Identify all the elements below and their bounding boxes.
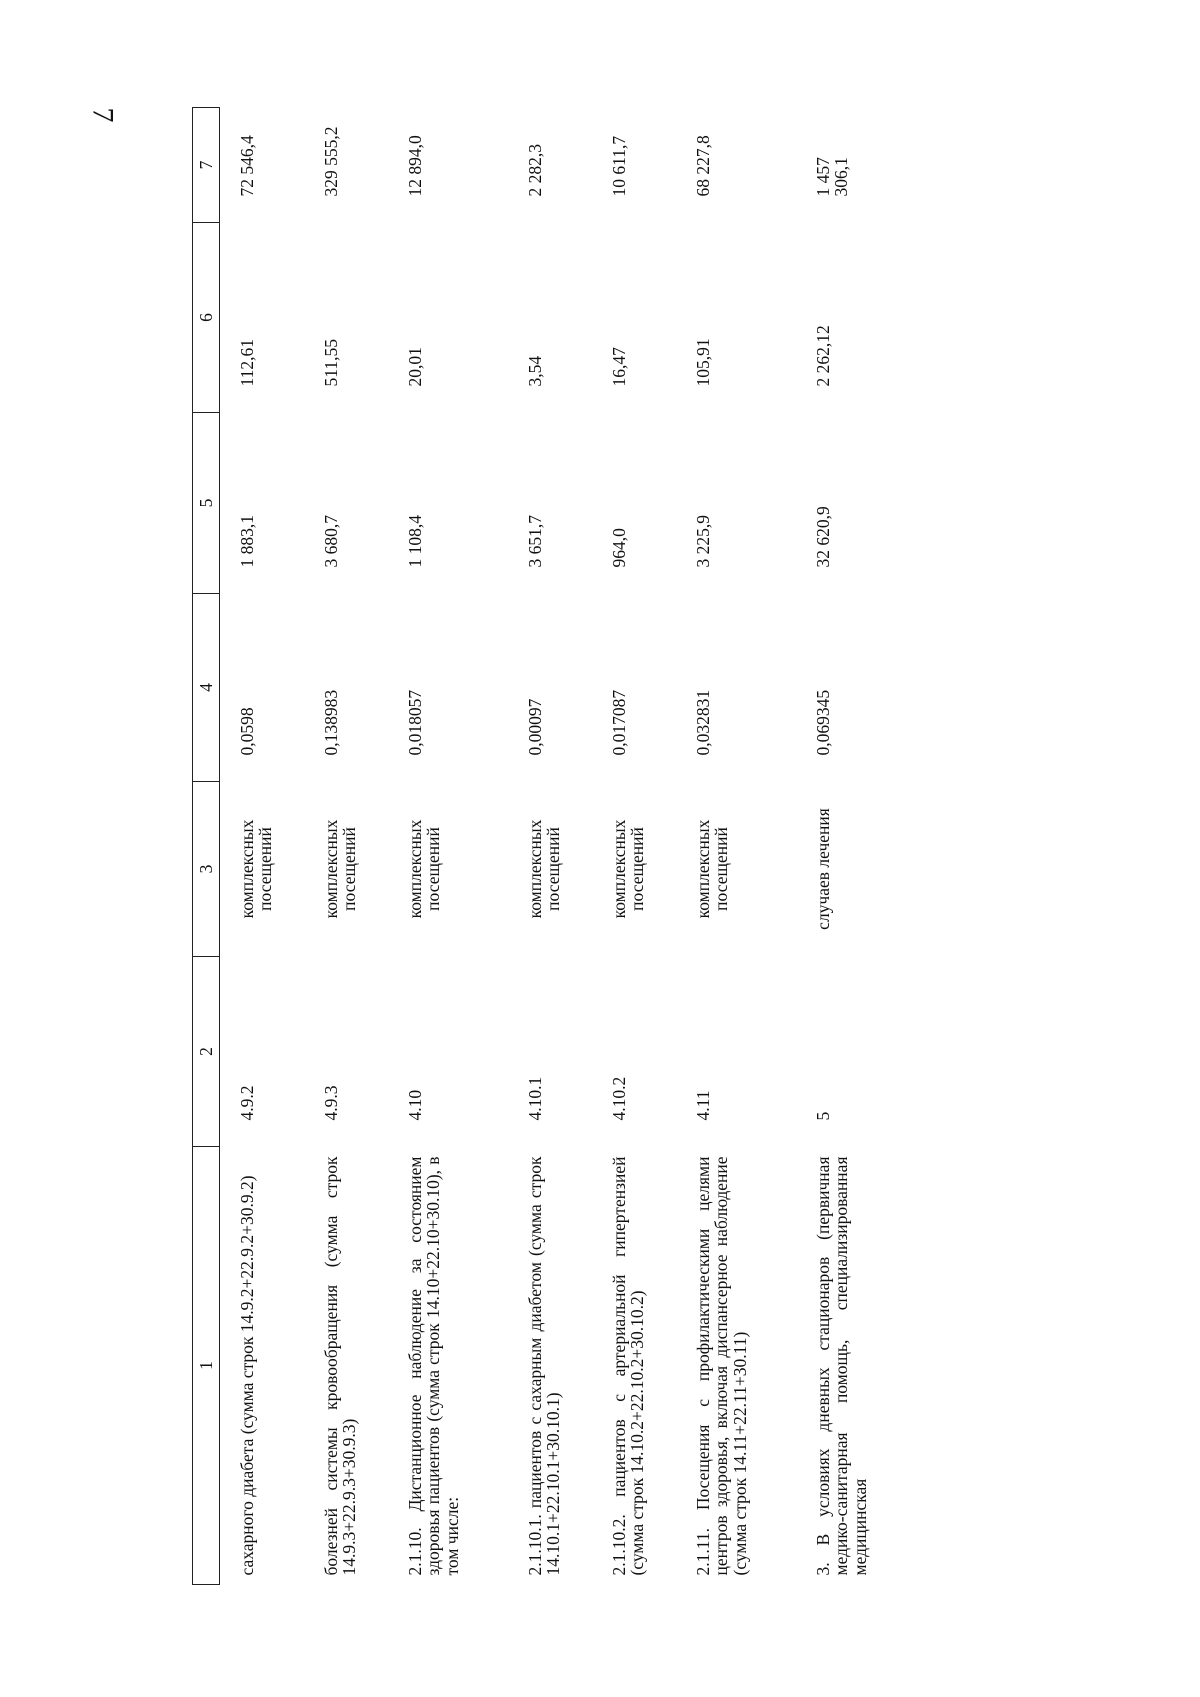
value-cell: 2 262,12 [813, 325, 833, 387]
value-cell: 105,91 [693, 338, 713, 387]
value-cell: 2 282,3 [525, 144, 545, 197]
value-cell: 32 620,9 [813, 506, 833, 568]
value-cell: 964,0 [609, 528, 629, 568]
unit-cell: комплексных посещений [405, 819, 444, 919]
table-row [220, 108, 323, 1585]
unit-cell: комплексных посещений [321, 819, 360, 919]
table-row [814, 108, 944, 1585]
page-number: 7 [86, 107, 120, 123]
value-cell: 20,01 [405, 347, 425, 387]
value-cell: 3 651,7 [525, 515, 545, 568]
unit-cell: комплексных посещений [237, 819, 276, 919]
table-row [406, 108, 526, 1585]
value-cell: 511,55 [321, 339, 341, 387]
column-header: 5 [193, 413, 220, 594]
rotated-table-container [192, 108, 940, 1585]
value-cell: 3 680,7 [321, 515, 341, 568]
row-label: 2.1.10.1. пациентов с сахарным диабетом (сумма строк 14.10.1+22.10.1+30.10.1) [525, 1156, 564, 1576]
row-label: сахарного диабета (сумма строк 14.9.2+22.9.2+30.9.2) [237, 1175, 257, 1576]
row-label: болезней системы кровообращения (сумма строк 14.9.3+22.9.3+30.9.3) [321, 1156, 360, 1576]
row-code: 4.10.1 [525, 1076, 545, 1121]
column-header: 3 [193, 782, 220, 957]
row-label: 3. В условиях дневных стационаров (первичная медико-санитарная помощь, специализированная медицинская [813, 1156, 870, 1576]
value-cell: 3 225,9 [693, 515, 713, 568]
value-cell: 10 611,7 [609, 135, 629, 197]
value-cell: 1 883,1 [237, 515, 257, 568]
value-cell: 0,138983 [321, 689, 341, 756]
value-cell: 0,032831 [693, 689, 713, 756]
value-cell: 3,54 [525, 355, 545, 387]
value-cell: 16,47 [609, 347, 629, 387]
value-cell: 0,0598 [237, 707, 257, 756]
value-cell: 72 546,4 [237, 135, 257, 197]
column-header: 2 [193, 957, 220, 1147]
row-code: 5 [813, 1111, 833, 1121]
value-cell: 112,61 [237, 339, 257, 387]
row-label: 2.1.10.2. пациентов с артериальной гипертензией (сумма строк 14.10.2+22.10.2+30.10.2) [609, 1156, 648, 1576]
data-table [192, 107, 944, 1585]
value-cell: 68 227,8 [693, 135, 713, 197]
unit-cell: случаев лечения [813, 808, 833, 930]
value-cell: 329 555,2 [321, 126, 341, 197]
table-header-row [193, 108, 220, 1585]
column-header: 4 [193, 594, 220, 782]
row-code: 4.10.2 [609, 1076, 629, 1121]
row-code: 4.11 [693, 1090, 713, 1121]
row-code: 4.10 [405, 1089, 425, 1121]
value-cell: 1 108,4 [405, 515, 425, 568]
column-header: 1 [193, 1147, 220, 1585]
unit-cell: комплексных посещений [525, 819, 564, 919]
value-cell: 0,018057 [405, 689, 425, 756]
column-header: 6 [193, 223, 220, 413]
value-cell: 0,017087 [609, 689, 629, 756]
unit-cell: комплексных посещений [609, 819, 648, 919]
table-row [526, 108, 610, 1585]
row-code: 4.9.3 [321, 1085, 341, 1121]
table-row [610, 108, 694, 1585]
table-row [322, 108, 406, 1585]
column-header: 7 [193, 108, 220, 223]
value-cell: 1 457 306,1 [813, 157, 852, 197]
value-cell: 0,069345 [813, 689, 833, 756]
value-cell: 12 894,0 [405, 135, 425, 197]
row-label: 2.1.10. Дистанционное наблюдение за состоянием здоровья пациентов (сумма строк 14.10+22.10+30.10), в том числе: [405, 1156, 462, 1576]
row-code: 4.9.2 [237, 1085, 257, 1121]
unit-cell: комплексных посещений [693, 819, 732, 919]
value-cell: 0,00097 [525, 698, 545, 756]
row-label: 2.1.11. Посещения с профилактическими целями центров здоровья, включая диспансерное наблюдение (сумма строк 14.11+22.11+30.11) [693, 1156, 750, 1576]
table-row [694, 108, 814, 1585]
